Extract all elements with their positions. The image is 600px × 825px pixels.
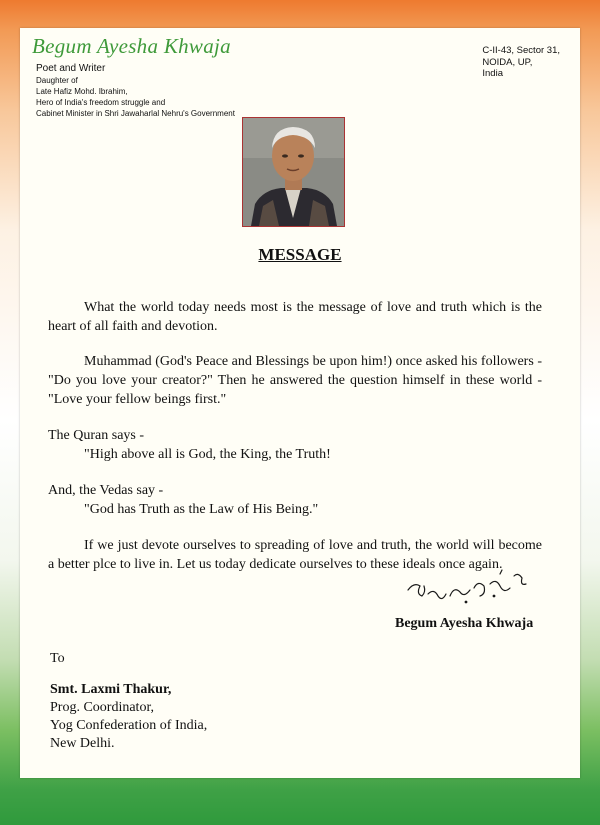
- bio-line: Late Hafiz Mohd. Ibrahim,: [36, 87, 128, 96]
- handwritten-signature: [404, 566, 534, 614]
- portrait-icon: [243, 118, 344, 226]
- vedas-intro: And, the Vedas say -: [48, 483, 164, 498]
- quran-quote: "High above all is God, the King, the Truth!: [84, 447, 331, 462]
- letterhead-role: Poet and Writer: [36, 63, 106, 74]
- address-line: NOIDA, UP,: [482, 56, 533, 68]
- bio-line: Daughter of: [36, 76, 78, 85]
- message-title: MESSAGE: [258, 245, 342, 264]
- address-line: India: [482, 68, 503, 79]
- message-paragraph: What the world today needs most is the message of love and truth which is the heart of all faith and devotion.: [48, 300, 542, 334]
- message-body: [48, 298, 542, 574]
- recipient-line: New Delhi.: [50, 736, 115, 751]
- letterhead-bio: [36, 75, 235, 119]
- address-block: [482, 45, 560, 80]
- bio-line: Hero of India's freedom struggle and: [36, 98, 166, 107]
- recipient-line: Yog Confederation of India,: [50, 718, 208, 733]
- letter-sheet: [20, 28, 580, 778]
- portrait-photo: [242, 117, 345, 227]
- message-paragraph: Muhammad (God's Peace and Blessings be upon him!) once asked his followers - "Do you love your creator?" Then he answered the question himself in these world - "Love your fellow beings first.": [48, 354, 542, 407]
- recipient-name: Smt. Laxmi Thakur,: [50, 682, 172, 697]
- signer-name: Begum Ayesha Khwaja: [395, 616, 534, 631]
- bio-line: Cabinet Minister in Shri Jawaharlal Nehru's Government: [36, 109, 235, 118]
- message-paragraph: If we just devote ourselves to spreading of love and truth, the world will become a better plce to live in. Let us today dedicate ourselves to these ideals once again.: [48, 538, 542, 572]
- letterhead-name: Begum Ayesha Khwaja: [32, 34, 231, 58]
- vedas-quote: "God has Truth as the Law of His Being.": [84, 502, 319, 517]
- recipient-block: [50, 681, 207, 753]
- quran-intro: The Quran says -: [48, 428, 145, 443]
- address-line: C-II-43, Sector 31,: [482, 45, 560, 56]
- letterhead: [32, 34, 235, 119]
- to-label: To: [50, 651, 65, 666]
- recipient-line: Prog. Coordinator,: [50, 700, 155, 715]
